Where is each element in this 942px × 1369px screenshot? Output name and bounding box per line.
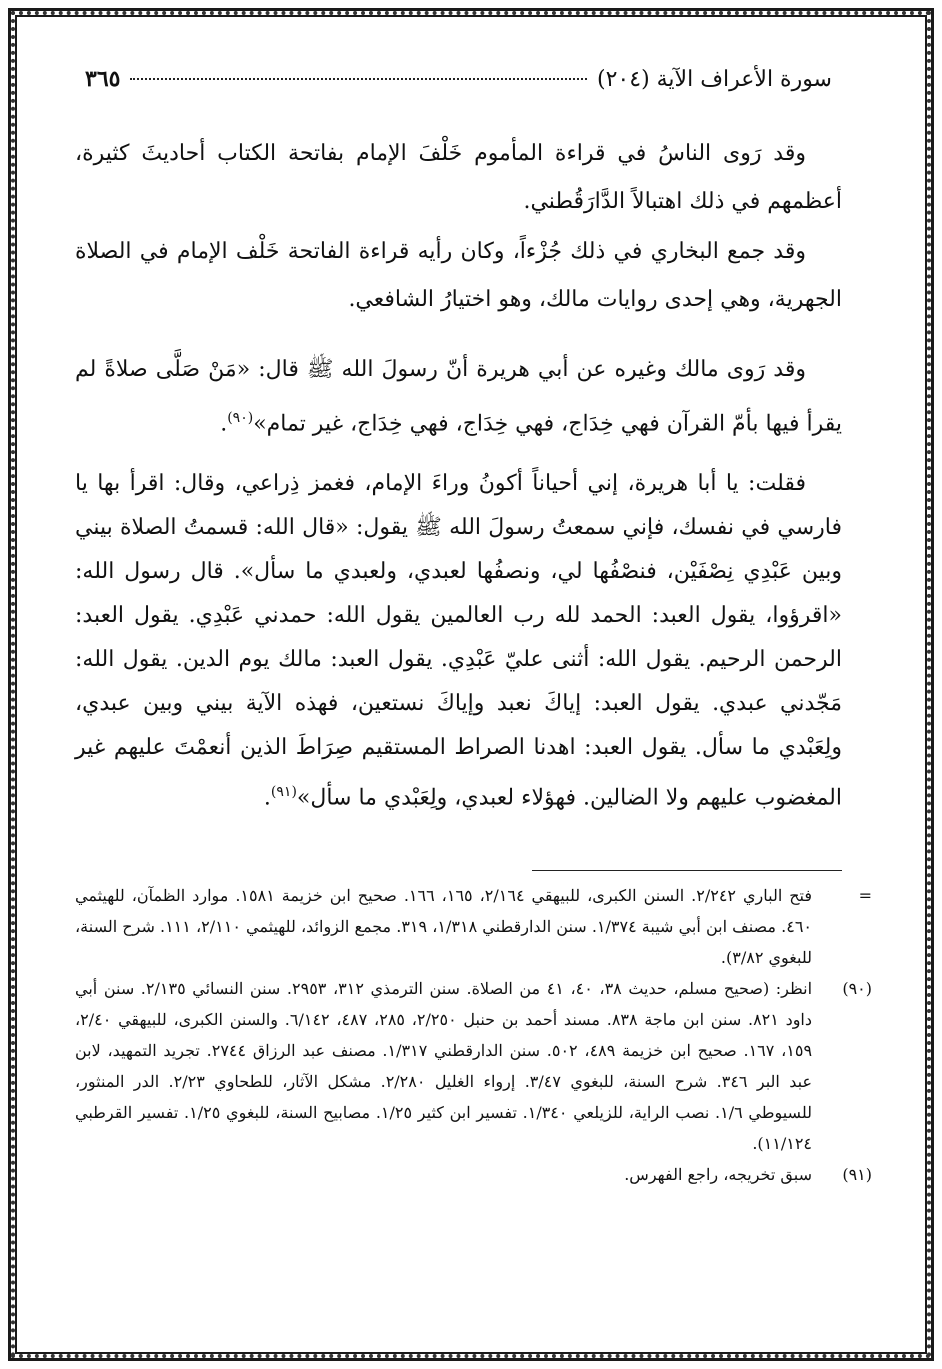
paragraph-4-text: فقلت: يا أبا هريرة، إني أحياناً أكونُ وراءَ الإمام، فغمز ذِراعي، وقال: اقرأ بها يا فارسي في نفسك، فإني سمعتُ رسولَ الله ﷺ يقول: «قال الله: قسمتُ الصلاة بيني وبين عَبْدِي نِصْفَيْن، فنصْفُها لي، ونصفُها لعبدي، ولعبدي ما سأل». قال رسول الله: «اقرؤوا، يقول العبد: الحمد لله رب العالمين يقول الله: حمدني عَبْدِي. يقول العبد: الرحمن الرحيم. يقول الله: أثنى عليّ عَبْدِي. يقول العبد: مالك يوم الدين. يقول الله: مَجّدني عبدي. يقول العبد: إياكَ نعبد وإياكَ نستعين، فهذه الآية بيني وبين عبدي، ولِعَبْدي ما سأل. يقول العبد: اهدنا الصراط المستقيم صِرَاطَ الذين أنعمْتَ عليهم غير المغضوب عليهم ولا الضالين. فهؤلاء لعبدي، ولِعَبْدي ما سأل» xyxy=(75,471,842,811)
footnote-text: فتح الباري ٢/٢٤٢. السنن الكبرى، للبيهقي ٢/١٦٤، ١٦٥، ١٦٦. صحيح ابن خزيمة ١٥٨١. موارد الظمآن، للهيثمي ٤٦٠. مصنف ابن أبي شيبة ١/٣٧٤. سنن الدارقطني ١/٣١٨، ٣١٩. مجمع الزوائد، للهيثمي ٢/١١٠، ١١١. شرح السنة، للبغوي ٣/٨٢). xyxy=(75,886,813,967)
paragraph-3-text: وقد رَوى مالك وغيره عن أبي هريرة أنّ رسولَ الله ﷺ قال: «مَنْ صَلَّى صلاةً لم يقرأ فيها بأمّ القرآن فهي خِدَاج، فهي خِدَاج، فهي خِدَاج، غير تمام» xyxy=(75,357,842,437)
paragraph-1: وقد رَوى الناسُ في قراءة المأموم خَلْفَ الإمام بفاتحة الكتاب أحاديثَ كثيرة، أعظمهم في ذلك اهتبالاً الدَّارَقُطني. xyxy=(75,141,842,214)
footnote-marker: (٩٠) xyxy=(842,979,872,998)
footnote-91 xyxy=(75,1159,872,1190)
page-content xyxy=(75,0,872,1369)
footnotes xyxy=(75,880,872,1190)
running-header xyxy=(85,66,832,92)
header-leader-dots xyxy=(130,78,587,80)
paragraph-3: وقد رَوى مالك وغيره عن أبي هريرة أنّ رسولَ الله ﷺ قال: «مَنْ صَلَّى صلاةً لم يقرأ فيها بأمّ القرآن فهي خِدَاج، فهي خِدَاج، فهي خِدَاج، غير تمام»$^{(٩٠)}$. xyxy=(75,357,842,437)
footnote-text: انظر: (صحيح مسلم، حديث ٣٨، ٤٠، ٤١ من الصلاة. سنن الترمذي ٣١٢، ٢٩٥٣. سنن النسائي ٢/١٣٥. سنن أبي داود ٨٢١. سنن ابن ماجة ٨٣٨. مسند أحمد بن حنبل ٢/٢٥٠، ٢٨٥، ٤٨٧، ٦/١٤٢. والسنن الكبرى، للبيهقي ٢/٤٠، ١٥٩، ١٦٧. صحيح ابن خزيمة ٤٨٩، ٥٠٢. سنن الدارقطني ١/٣١٧. مصنف عبد الرزاق ٢٧٤٤. تجريد التمهيد، لابن عبد البر ٣٤٦. شرح السنة، للبغوي ٣/٤٧. إرواء الغليل ٢/٢٨٠. مشكل الآثار، للطحاوي ٢/٢٣. الدر المنثور، للسيوطي ١/٦. نصب الراية، للزيلعي ١/٣٤٠. تفسير ابن كثير ١/٢٥. مصابيح السنة، للبغوي ١/٢٥. تفسير القرطبي ١١/١٢٤). xyxy=(75,979,813,1153)
footnote-ref-90[interactable]: (٩٠) xyxy=(227,410,254,426)
footnote-continued xyxy=(75,880,872,973)
page-number: ٣٦٥ xyxy=(85,66,121,92)
footnote-90 xyxy=(75,973,872,1159)
surah-title: سورة الأعراف الآية (٢٠٤) xyxy=(597,67,832,92)
footnote-ref-91[interactable]: (٩١) xyxy=(270,784,297,800)
footnote-divider xyxy=(532,870,842,871)
footnote-marker: (٩١) xyxy=(842,1165,872,1184)
footnote-marker: = xyxy=(858,886,872,905)
paragraph-4: فقلت: يا أبا هريرة، إني أحياناً أكونُ وراءَ الإمام، فغمز ذِراعي، وقال: اقرأ بها يا فارسي في نفسك، فإني سمعتُ رسولَ الله ﷺ يقول: «قال الله: قسمتُ الصلاة بيني وبين عَبْدِي نِصْفَيْن، فنصْفُها لي، ونصفُها لعبدي، ولعبدي ما سأل». قال رسول الله: «اقرؤوا، يقول العبد: الحمد لله رب العالمين يقول الله: حمدني عَبْدِي. يقول العبد: الرحمن الرحيم. يقول الله: أثنى عليّ عَبْدِي. يقول العبد: مالك يوم الدين. يقول الله: مَجّدني عبدي. يقول العبد: إياكَ نعبد وإياكَ نستعين، فهذه الآية بيني وبين عبدي، ولِعَبْدي ما سأل. يقول العبد: اهدنا الصراط المستقيم صِرَاطَ الذين أنعمْتَ عليهم غير المغضوب عليهم ولا الضالين. فهؤلاء لعبدي، ولِعَبْدي ما سأل»$^{(٩١)}$. xyxy=(75,471,842,811)
footnote-text: سبق تخريجه، راجع الفهرس. xyxy=(624,1165,812,1184)
paragraph-2: وقد جمع البخاري في ذلك جُزْءاً، وكان رأيه قراءة الفاتحة خَلْف الإمام في الصلاة الجهرية، وهي إحدى روايات مالك، وهو اختيارُ الشافعي. xyxy=(75,239,842,312)
